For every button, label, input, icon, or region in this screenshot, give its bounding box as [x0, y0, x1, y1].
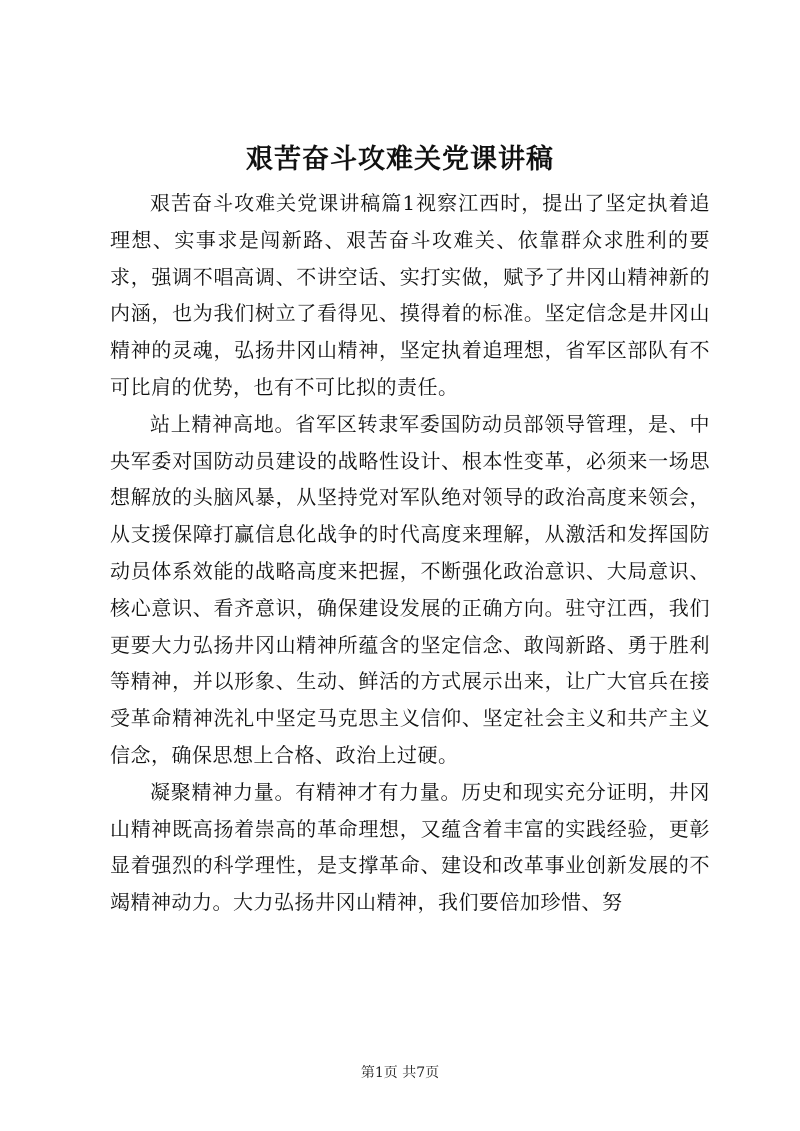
document-body	[110, 185, 710, 921]
paragraph-2: 站上精神高地。省军区转隶军委国防动员部领导管理，是、中央军委对国防动员建设的战略性设计、根本性变革，必须来一场思想解放的头脑风暴，从坚持党对军队绝对领导的政治高度来领会，从支援保障打赢信息化战争的时代高度来理解，从激活和发挥国防动员体系效能的战略高度来把握，不断强化政治意识、大局意识、核心意识、看齐意识，确保建设发展的正确方向。驻守江西，我们更要大力弘扬井冈山精神所蕴含的坚定信念、敢闯新路、勇于胜利等精神，并以形象、生动、鲜活的方式展示出来，让广大官兵在接受革命精神洗礼中坚定马克思主义信仰、坚定社会主义和共产主义信念，确保思想上合格、政治上过硬。	[110, 411, 710, 767]
document-title: 艰苦奋斗攻难关党课讲稿	[246, 144, 554, 175]
page-number-footer: 第1页 共7页	[360, 1065, 440, 1081]
paragraph-3: 凝聚精神力量。有精神才有力量。历史和现实充分证明，井冈山精神既高扬着崇高的革命理想，又蕴含着丰富的实践经验，更彰显着强烈的科学理性，是支撑革命、建设和改革事业创新发展的不竭精神动力。大力弘扬井冈山精神，我们要倍加珍惜、努	[110, 779, 710, 915]
paragraph-1: 艰苦奋斗攻难关党课讲稿篇1视察江西时，提出了坚定执着追理想、实事求是闯新路、艰苦奋斗攻难关、依靠群众求胜利的要求，强调不唱高调、不讲空话、实打实做，赋予了井冈山精神新的内涵，也为我们树立了看得见、摸得着的标准。坚定信念是井冈山精神的灵魂，弘扬井冈山精神，坚定执着追理想，省军区部队有不可比肩的优势，也有不可比拟的责任。	[110, 191, 710, 399]
